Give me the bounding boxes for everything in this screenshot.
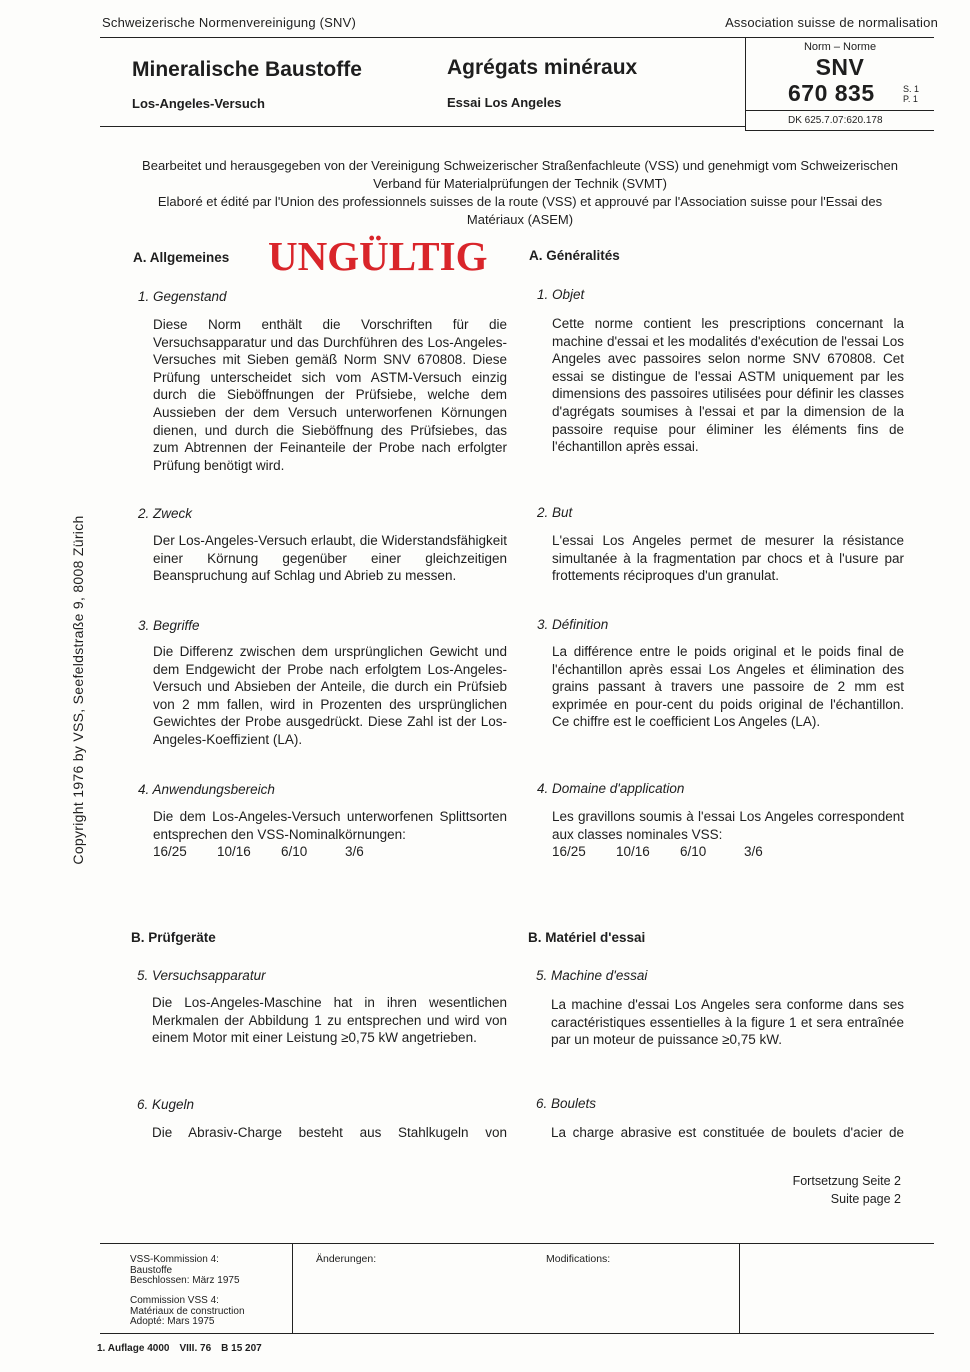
header-divider (745, 37, 746, 131)
page-indicator (903, 84, 919, 104)
size-list-de (153, 844, 409, 859)
heading-2-fr: 2. But (537, 505, 573, 520)
size-item: 3/6 (744, 844, 763, 859)
heading-3-de: 3. Begriffe (138, 618, 200, 633)
changes-de: Änderungen: (316, 1253, 377, 1265)
intro-block (130, 157, 910, 229)
commission-de (130, 1255, 240, 1287)
continuation-fr: Suite page 2 (830, 1192, 901, 1206)
size-list-fr (552, 844, 808, 859)
size-item: 16/25 (153, 844, 187, 859)
edition-print-run: 1. Auflage 4000 (97, 1343, 170, 1354)
organisation-de: Schweizerische Normenvereinigung (SNV) (102, 15, 356, 30)
section-a-fr: A. Généralités (529, 248, 620, 263)
paragraph-1-fr: Cette norme contient les prescriptions concernant la machine d'essai et les modalités d'exécution de l'essai Los Angeles avec passoires selon norme SNV 670808. Cet essai se distingue de l'essai ASTM uniquement par les dimensions des passoires utilisées pour définir les classes d'agrégats soumises à l'essai et par la dimension de la passoire requise pour éliminer les éléments fins de l'échantillon après essai. (552, 316, 904, 455)
paragraph-1-de: Diese Norm enthält die Vorschriften für die Versuchsapparatur und das Durchführen des Los-Angeles-Versuches mit Sieben gemäß Norm SNV 670808. Diese Prüfung unterscheidet sich vom ASTM-Versuch einzig durch die Sieböffnungen der Prüfsiebe, welche dem Aussieben der dem Versuch unterworfenen Körnungen dienen, und durch die Sieböffnung des Prüfsiebes, das zum Abtrennen der Feinanteile der Probe nach erfolgter Prüfung benötigt wird. (153, 317, 507, 473)
size-item: 16/25 (552, 844, 586, 859)
paragraph-2-fr: L'essai Los Angeles permet de mesurer la résistance simultanée à la fragmentation par chocs et à l'usure par frottements réciproques d'un granulat. (552, 533, 904, 584)
intro-de: Bearbeitet und herausgegeben von der Vereinigung Schweizerischer Straßenfachleute (VSS) und genehmigt vom Schweizerischen Verband für Materialprüfungen der Technik (SVMT) (142, 158, 898, 191)
intro-fr: Elaboré et édité par l'Union des professionnels suisses de la route (VSS) et approuvé par l'Association suisse pour l'Essai des Matériaux (ASEM) (157, 194, 883, 227)
invalid-stamp: UNGÜLTIG (268, 233, 488, 279)
heading-5-de: 5. Versuchsapparatur (137, 968, 266, 983)
copyright-text: Copyright 1976 by VSS, Seefeldstraße 9, 8008 Zürich (70, 515, 86, 865)
edition-code: B 15 207 (221, 1343, 262, 1354)
paragraph-4-fr: Les gravillons soumis à l'essai Los Angeles correspondent aux classes nominales VSS: (552, 809, 904, 842)
continuation-note (793, 1172, 901, 1208)
paragraph-4-de: Die dem Los-Angeles-Versuch unterworfenen Splittsorten entsprechen den VSS-Nominalkörnungen: (153, 809, 507, 842)
size-item: 3/6 (345, 844, 364, 859)
size-item: 10/16 (217, 844, 251, 859)
footer-bottom-rule (100, 1333, 934, 1334)
commission-fr-line: Commission VSS 4: (130, 1295, 219, 1306)
paragraph-5-de: Die Los-Angeles-Maschine hat in ihren wesentlichen Merkmalen der Abbildung 1 zu entsprechen und wird von einem Motor mit einer Leistung ≥0,75 kW angetrieben. (152, 995, 507, 1046)
commission-de-line: VSS-Kommission 4: (130, 1254, 219, 1265)
commission-fr-line: Adopté: Mars 1975 (130, 1316, 215, 1327)
heading-3-fr: 3. Définition (537, 617, 609, 632)
commission-de-line: Beschlossen: März 1975 (130, 1275, 240, 1286)
footer-divider-1 (292, 1243, 293, 1333)
size-item: 6/10 (680, 844, 707, 859)
section-b-de: B. Prüfgeräte (131, 930, 216, 945)
subtitle-de: Los-Angeles-Versuch (132, 96, 265, 111)
norm-label: Norm – Norme (803, 41, 877, 53)
heading-5-fr: 5. Machine d'essai (536, 968, 648, 983)
heading-2-de: 2. Zweck (138, 506, 193, 521)
edition-date: VIII. 76 (179, 1343, 212, 1354)
heading-1-de: 1. Gegenstand (138, 289, 227, 304)
footer-divider-2 (739, 1243, 740, 1333)
footer-top-rule (100, 1243, 934, 1244)
dk-rule-top (745, 110, 934, 111)
section-b-fr: B. Matériel d'essai (528, 930, 646, 945)
paragraph-5-fr: La machine d'essai Los Angeles sera conforme dans ses caractéristiques essentielles à la figure 1 et sera entraînée par un moteur de puissance ≥0,75 kW. (551, 997, 904, 1048)
section-a-de: A. Allgemeines (133, 250, 230, 265)
header-bottom-rule (100, 126, 745, 127)
paragraph-2-de: Der Los-Angeles-Versuch erlaubt, die Widerstandsfähigkeit einer Körnung gegenüber einer gleichzeitigen Beanspruchung auf Schlag und Abrieb zu messen. (153, 533, 507, 584)
continuation-de: Fortsetzung Seite 2 (792, 1174, 901, 1188)
header-top-rule (100, 37, 934, 38)
paragraph-3-fr: La différence entre le poids original et le poids final de l'échantillon après essai Los Angeles et élimination des grains passant à travers une passoire de 2 mm est exprimée en pour-cent du poids original de l'échantillon. Ce chiffre est le coefficient Los Angeles (LA). (552, 644, 904, 730)
size-item: 10/16 (616, 844, 650, 859)
size-item: 6/10 (281, 844, 308, 859)
paragraph-3-de: Die Differenz zwischen dem ursprünglichen Gewicht und dem Endgewicht der Probe nach erfolgtem Los-Angeles-Versuch und Absieben der Anteile, die durch ein Prüfsieb von 2 mm fallen, wird in Prozenten des ursprünglichen Gewichtes der Probe ausgedrückt. Diese Zahl ist der Los-Angeles-Koeffizient (LA). (153, 644, 507, 747)
page-s: S. 1 (903, 84, 920, 94)
edition-line (97, 1343, 272, 1354)
heading-6-fr: 6. Boulets (536, 1096, 597, 1111)
heading-6-de: 6. Kugeln (137, 1097, 195, 1112)
dk-classification: DK 625.7.07:620.178 (788, 115, 883, 126)
title-de: Mineralische Baustoffe (132, 58, 362, 81)
paragraph-6-fr: La charge abrasive est constituée de boulets d'acier de (551, 1125, 904, 1140)
heading-4-fr: 4. Domaine d'application (537, 781, 685, 796)
commission-de-line: Baustoffe (130, 1264, 173, 1276)
norm-number: 670 835 (788, 80, 875, 106)
page-p: P. 1 (903, 94, 918, 104)
organisation-fr: Association suisse de normalisation (725, 15, 938, 30)
subtitle-fr: Essai Los Angeles (447, 95, 562, 110)
changes-fr: Modifications: (546, 1253, 611, 1265)
snv-label: SNV (815, 54, 865, 80)
title-fr: Agrégats minéraux (447, 56, 638, 79)
dk-rule-bottom (745, 130, 934, 131)
heading-4-de: 4. Anwendungsbereich (138, 782, 275, 797)
heading-1-fr: 1. Objet (537, 287, 585, 302)
commission-fr-line: Matériaux de construction (130, 1305, 245, 1317)
commission-fr (130, 1296, 245, 1328)
paragraph-6-de: Die Abrasiv-Charge besteht aus Stahlkugeln von (152, 1125, 507, 1140)
